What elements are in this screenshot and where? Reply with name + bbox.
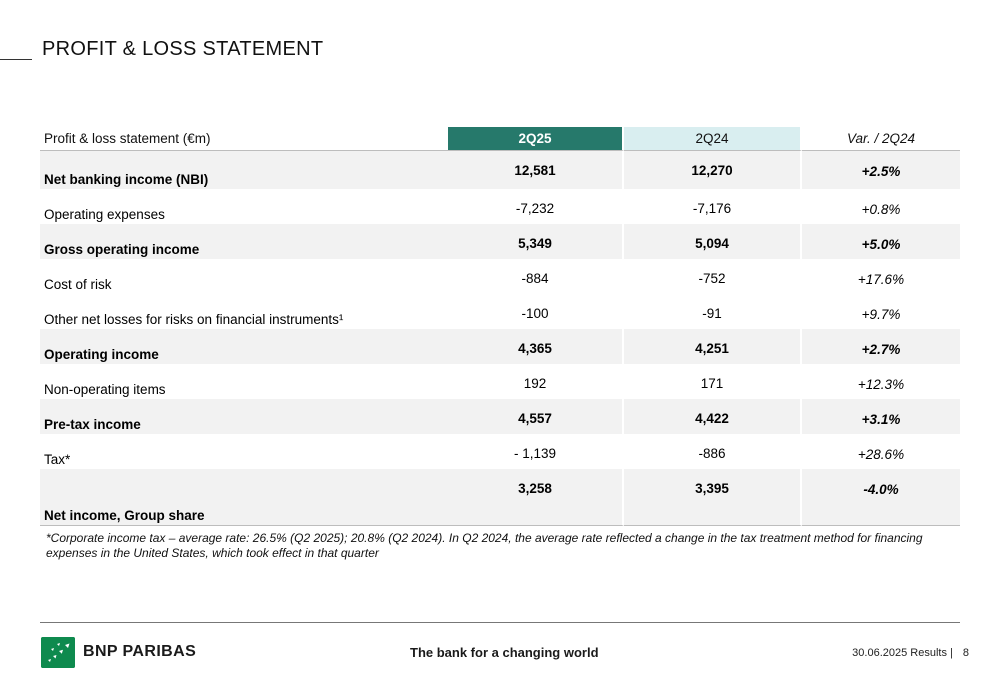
- tax-footnote: *Corporate income tax – average rate: 26.5% (Q2 2025); 20.8% (Q2 2024). In Q2 2024, the average rate reflected a change in the tax treatment method for financing expenses in the United States, which took effect in that quarter: [46, 531, 923, 560]
- results-date: 30.06.2025 Results |: [852, 647, 953, 659]
- table-row: [40, 329, 960, 364]
- table-row: [40, 189, 960, 224]
- row-label: Tax*: [44, 452, 71, 467]
- value-2q24: -91: [624, 294, 802, 329]
- value-2q24: 4,422: [624, 399, 802, 434]
- variation-value: +12.3%: [857, 377, 905, 392]
- footer-rule: [40, 622, 960, 623]
- value-2q24: 5,094: [624, 224, 802, 259]
- table-row: [40, 151, 960, 189]
- profit-loss-table: [40, 127, 960, 526]
- table-row: [40, 259, 960, 294]
- variation-value: +0.8%: [861, 202, 901, 217]
- value-2q24: 12,270: [624, 151, 802, 189]
- footer-page-info: [852, 647, 969, 659]
- value-2q25: -100: [448, 294, 624, 329]
- variation-value: +17.6%: [857, 272, 905, 287]
- value-2q25: -884: [448, 259, 624, 294]
- column-header-2q25: 2Q25: [448, 127, 624, 151]
- value-2q25: 4,557: [448, 399, 624, 434]
- variation-value: +9.7%: [861, 307, 901, 322]
- row-label: Non-operating items: [44, 382, 166, 397]
- table-row: [40, 364, 960, 399]
- page-number: 8: [962, 647, 969, 659]
- table-row: [40, 469, 960, 526]
- row-label: Operating expenses: [44, 207, 165, 222]
- value-2q25: 3,258: [448, 469, 624, 526]
- brand-tagline: The bank for a changing world: [410, 645, 599, 660]
- value-2q25: 5,349: [448, 224, 624, 259]
- variation-value: +28.6%: [857, 447, 905, 462]
- row-label: Cost of risk: [44, 277, 112, 292]
- column-header-2q24: 2Q24: [624, 127, 802, 151]
- variation-value: -4.0%: [802, 469, 960, 526]
- row-label: Pre-tax income: [40, 399, 448, 434]
- variation-value: +2.7%: [802, 329, 960, 364]
- row-label: Net banking income (NBI): [40, 151, 448, 189]
- value-2q24: 3,395: [624, 469, 802, 526]
- column-header-label: Profit & loss statement (€m): [40, 127, 448, 151]
- value-2q24: -752: [624, 259, 802, 294]
- variation-value: +2.5%: [802, 151, 960, 189]
- column-header-variation: Var. / 2Q24: [802, 127, 960, 151]
- value-2q25: 12,581: [448, 151, 624, 189]
- row-label: Gross operating income: [40, 224, 448, 259]
- page-title: PROFIT & LOSS STATEMENT: [42, 38, 324, 60]
- value-2q25: 192: [448, 364, 624, 399]
- brand-name: BNP PARIBAS: [83, 643, 197, 660]
- value-2q24: -7,176: [624, 189, 802, 224]
- variation-value: +3.1%: [802, 399, 960, 434]
- variation-value: +5.0%: [802, 224, 960, 259]
- value-2q24: 171: [624, 364, 802, 399]
- value-2q25: - 1,139: [448, 434, 624, 469]
- table-row: [40, 224, 960, 259]
- table-row: [40, 434, 960, 469]
- table-row: [40, 294, 960, 329]
- value-2q24: 4,251: [624, 329, 802, 364]
- row-label: Operating income: [40, 329, 448, 364]
- bnp-paribas-logo: [41, 637, 75, 668]
- title-rule: [0, 59, 32, 60]
- value-2q25: 4,365: [448, 329, 624, 364]
- row-label: Other net losses for risks on financial instruments¹: [44, 312, 344, 327]
- value-2q25: -7,232: [448, 189, 624, 224]
- table-header-row: [40, 127, 960, 151]
- row-label: Net income, Group share: [40, 469, 448, 526]
- value-2q24: -886: [624, 434, 802, 469]
- table-row: [40, 399, 960, 434]
